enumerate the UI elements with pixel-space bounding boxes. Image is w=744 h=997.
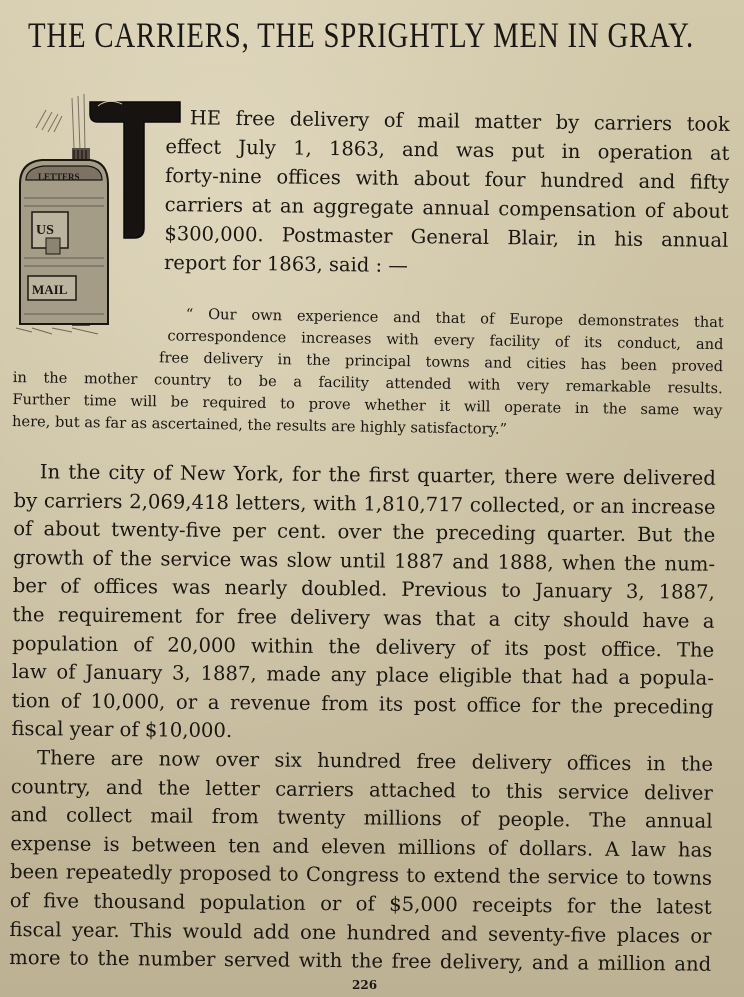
- page-title: THE CARRIERS, THE SPRIGHTLY MEN IN GRAY.: [28, 15, 694, 55]
- mailbox-sign-mail: MAIL: [32, 282, 68, 297]
- body-line: the requirement for free delivery was that a city should have a: [12, 602, 715, 633]
- body-line: expense is between ten and eleven millions of dollars. A law has: [10, 831, 713, 862]
- quote-line: correspondence increases with every facility of its conduct, and: [167, 327, 724, 354]
- body-line: growth of the service was slow until 1887 and 1888, when the num-: [12, 545, 716, 576]
- body-line: In the city of New York, for the first quarter, there were delivered: [39, 460, 716, 490]
- quote-line: “ Our own experience and that of Europe demonstrates that: [185, 305, 724, 332]
- body-line: population of 20,000 within the delivery of its post office. The: [12, 631, 715, 662]
- body-line: country, and the letter carriers attached to this service deliver: [10, 774, 713, 805]
- body-line: tion of 10,000, or a revenue from its post office for the preceding: [11, 688, 714, 719]
- body-line: ber of offices was nearly doubled. Previous to January 3, 1887,: [12, 574, 715, 605]
- quote-line: here, but as far as ascertained, the results are highly satisfactory.”: [11, 412, 508, 438]
- intro-line: carriers at an aggregate annual compensation of about: [164, 192, 729, 223]
- quote-line: free delivery in the principal towns and cities has been proved: [158, 349, 724, 376]
- intro-line: HE free delivery of mail matter by carriers took: [189, 106, 730, 136]
- body-line: law of January 3, 1887, made any place eligible that had a popula-: [11, 660, 715, 690]
- intro-paragraph: [164, 103, 730, 284]
- intro-line: $300,000. Postmaster General Blair, in his annual: [164, 221, 729, 252]
- body-line: of five thousand population or of $5,000 receipts for the latest: [9, 888, 712, 919]
- quote-line: Further time will be required to prove whether it will operate in the same way: [12, 390, 723, 420]
- blair-quote: [12, 301, 724, 444]
- body-line: of about twenty-five per cent. over the preceding quarter. But the: [13, 517, 716, 547]
- body-line: fiscal year of $10,000.: [11, 717, 233, 743]
- intro-line: effect July 1, 1863, and was put in operation at: [165, 134, 730, 165]
- intro-line: forty-nine offices with about four hundred and fifty: [164, 163, 730, 194]
- body-line: by carriers 2,069,418 letters, with 1,810,717 collected, or an increase: [13, 488, 716, 519]
- quote-line: in the mother country to be a facility attended with very remarkable results.: [12, 368, 723, 398]
- body-text: [9, 458, 716, 979]
- body-line: There are now over six hundred free delivery offices in the: [37, 746, 714, 776]
- body-line: and collect mail from twenty millions of people. The annual: [10, 803, 713, 833]
- body-line: fiscal year. This would add one hundred and seventy-five places or: [9, 917, 712, 948]
- mailbox-sign-letters: LETTERS: [38, 172, 80, 182]
- body-line: been repeatedly proposed to Congress to extend the service to towns: [9, 860, 713, 891]
- body-line: more to the number served with the free delivery, and a million and: [9, 946, 712, 976]
- intro-line: report for 1863, said : —: [163, 250, 408, 277]
- page-number: 226: [352, 978, 378, 992]
- mailbox-sign-us: US: [36, 223, 54, 238]
